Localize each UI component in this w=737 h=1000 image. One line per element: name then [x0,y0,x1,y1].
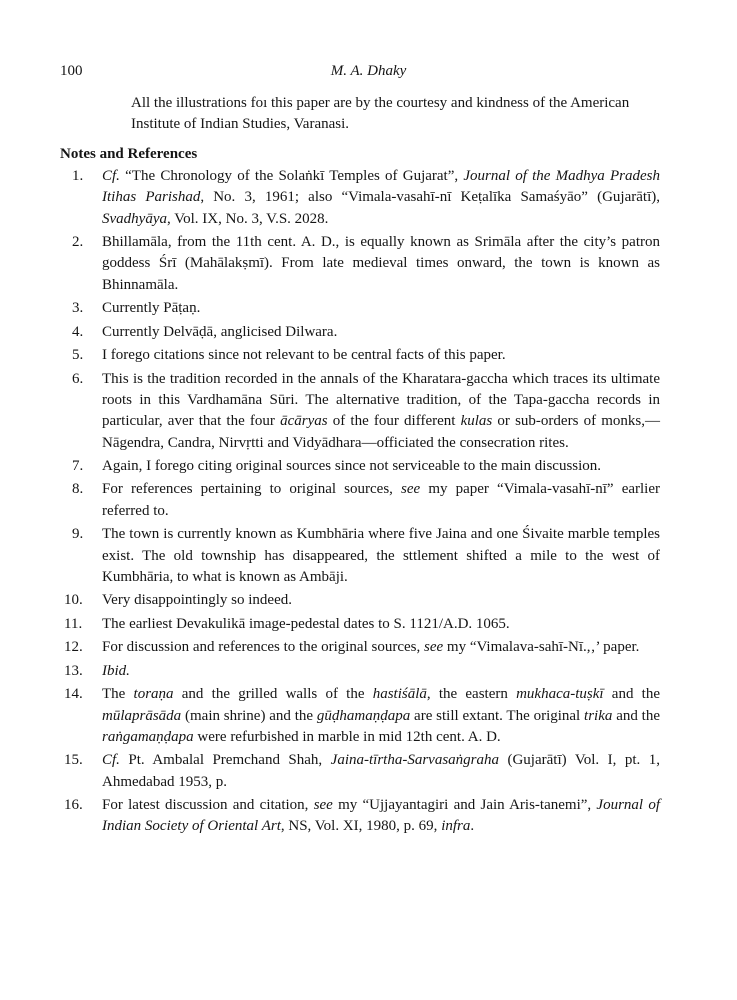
note-text [102,637,660,658]
italic-run: kulas [460,413,493,430]
note-item [60,322,660,343]
note-item [60,456,660,477]
italic-run: Jaina-tīrtha-Sarvasaṅgraha [330,752,499,769]
acknowledgement-paragraph: All the illustrations foı this paper are by the courtesy and kindness of the American Institute of Indian Studies, Varanasi. [131,95,630,132]
italic-run: raṅgamaṇḍapa [102,728,194,745]
italic-run: see [401,481,421,498]
text-run: my “Ujjayantagiri and Jain Aris-tanemi”, [332,797,597,814]
text-run: Very disappointingly so indeed. [102,592,292,609]
text-run: , the eastern [426,686,517,703]
note-number: 4. [72,323,84,340]
text-run: Currently Delvāḍā, anglicised Dilwara. [102,323,338,340]
italic-run: hastiśālā [372,686,427,703]
note-item [60,345,660,366]
text-run: are still extant. The original [410,707,585,724]
italic-run: see [424,639,444,656]
italic-run: Journal of the Madhya Pradesh Itihas Parishad [102,168,661,206]
text-run: and the [603,686,660,703]
text-run: and the grilled walls of the [173,686,373,703]
text-run: Currently Pāṭaṇ. [102,300,201,317]
note-item [60,298,660,319]
italic-run: Ibid. [102,662,130,679]
note-item [60,614,660,635]
text-run: For discussion and references to the original sources, [102,639,424,656]
italic-run: infra [441,818,471,835]
note-text [102,684,660,748]
italic-run: ācāryas [280,413,328,430]
notes-list [60,166,660,840]
text-run: . [470,818,475,835]
text-run: The earliest Devakulikā image-pedestal dates to S. 1121/A.D. 1065. [102,615,510,632]
note-number: 11. [64,615,83,632]
text-run: of the four different [327,413,461,430]
note-item [60,637,660,658]
italic-run: Journal of Indian Society of Oriental Art [102,797,660,835]
text-run: (Gujarātī) Vol. I, pt. 1, Ahmedabad 1953, p. [102,752,661,790]
note-item [60,684,660,748]
section-title: Notes and References [60,146,198,162]
note-text [102,795,660,838]
note-number: 6. [72,370,84,387]
note-number: 2. [72,234,84,251]
note-number: 10. [64,592,83,609]
text-run: my “Vimalava-sahī-Nī.,‚’ paper. [443,639,640,656]
note-text [102,345,660,366]
note-text [102,456,660,477]
note-text [102,750,660,793]
italic-run: gūḍhamaṇḍapa [316,707,411,724]
text-run: The town is currently known as Kumbhāria where five Jaina and one Śivaite marble temples exist. The old township has disappeared, the sttlement shifted a mile to the west of Kumbhāria, to what is known as Ambāji. [102,526,660,585]
text-run: Pt. Ambalal Premchand Shah, [119,752,331,769]
note-item [60,166,660,230]
note-item [60,795,660,838]
note-number: 8. [72,481,84,498]
note-number: 5. [72,347,84,364]
note-number: 13. [64,662,83,679]
text-run: For references pertaining to original sources, [102,481,402,498]
note-text [102,590,660,611]
note-item [60,590,660,611]
note-item [60,750,660,793]
text-run: , Vol. IX, No. 3, V.S. 2028. [166,210,329,227]
text-run: were refurbished in marble in mid 12th cent. A. D. [193,728,501,745]
text-run: The [102,686,134,703]
note-item [60,479,660,522]
note-number: 16. [64,797,83,814]
note-number: 15. [64,752,83,769]
text-run: (main shrine) and the [181,707,317,724]
note-number: 9. [72,526,84,543]
italic-run: trika [584,707,613,724]
text-run: or sub-orders of monks,—Nāgendra, Candra, Nirvṛtti and Vidyādhara—officiated the consecration rites. [102,413,660,451]
text-run: my paper “Vimala-vasahī-nī” earlier referred to. [102,481,660,519]
note-text [102,369,660,454]
note-text [102,479,660,522]
note-number: 1. [72,168,84,184]
note-number: 7. [72,457,84,474]
text-run: I forego citations since not relevant to be central facts of this paper. [102,347,506,364]
note-number: 12. [64,639,83,656]
note-item [60,524,660,588]
text-run: “The Chronology of the Solaṅkī Temples of Gujarat”, [119,168,464,184]
italic-run: mūlaprāsāda [102,707,182,724]
text-run: , NS, Vol. XI, 1980, p. 69, [280,818,442,835]
note-text [102,298,660,319]
note-item [60,369,660,454]
note-text [102,166,660,230]
note-text [102,322,660,343]
note-item [60,232,660,296]
italic-run: see [313,797,333,814]
note-number: 3. [72,300,84,317]
italic-run: Cf. [102,752,120,769]
text-run: This is the tradition recorded in the annals of the Kharatara-gaccha which traces its ultimate roots in this Vardhamāna Sūri. The alternative tradition, of the Tapa-gaccha records in particular, aver that the four [102,370,660,430]
text-run: and the [612,707,661,724]
note-number: 14. [64,686,83,703]
italic-run: Svadhyāya [102,210,167,227]
text-run: Again, I forego citing original sources since not serviceable to the main discussion. [102,457,602,474]
italic-run: Cf. [102,168,120,184]
text-run: For latest discussion and citation, [102,797,314,814]
text-run: , No. 3, 1961; also “Vimala-vasahī-nī Keṭalīka Samaśyāo” (Gujarātī), [200,189,660,206]
note-item [60,661,660,682]
note-text [102,524,660,588]
note-text [102,614,660,635]
running-head-author: M. A. Dhaky [330,63,407,79]
note-text [102,232,660,296]
text-run: Bhillamāla, from the 11th cent. A. D., is equally known as Srimāla after the city’s patron goddess Śrī (Mahālakṣmī). From late medieval times onward, the town is known as Bhinnamāla. [102,234,660,293]
italic-run: mukhaca-tuṣkī [516,686,604,703]
page-number: 100 [60,63,83,79]
note-text [102,661,660,682]
italic-run: toraṇa [133,686,174,703]
